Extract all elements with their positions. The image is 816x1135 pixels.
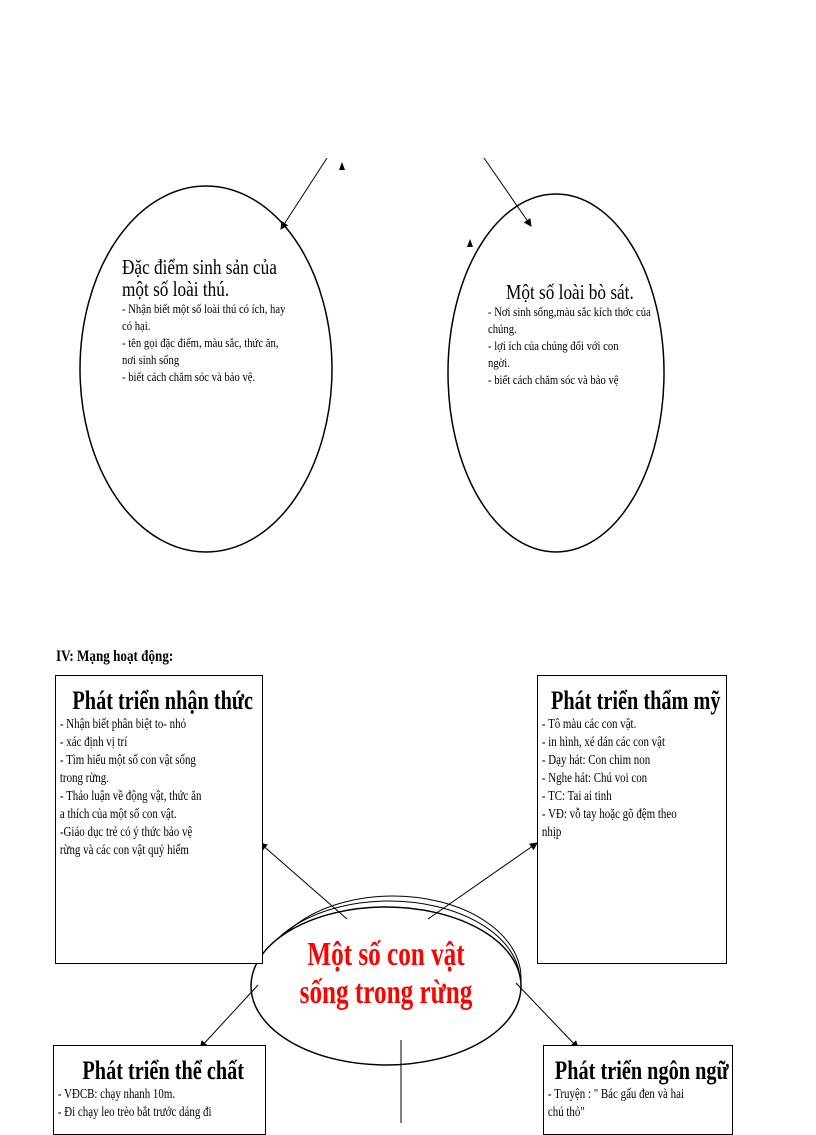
arrow-to-left-circle [281, 158, 327, 229]
box-physical-line: - VĐCB: chạy nhanh 10m. [57, 1087, 176, 1102]
box-aesthetic-line: - Nghe hát: Chú voi con [541, 771, 648, 786]
center-title-line1: Một số con vật [307, 936, 465, 973]
small-triangle-top [339, 162, 345, 170]
box-aesthetic-line: nhịp [541, 825, 562, 840]
circle-right-line: - Nơi sinh sống,màu sắc kích thớc của chúng. [488, 304, 651, 336]
arrow-to-right-circle [484, 158, 531, 226]
box-language [543, 1045, 733, 1135]
box-cognitive-line: -Giáo dục trẻ có ý thức bảo vệ [59, 825, 193, 840]
circle-left-line: - biết cách chăm sóc và bảo vệ. [122, 369, 256, 384]
arrow-to-aesthetic [428, 843, 537, 919]
section-label: IV: Mạng hoạt động: [56, 648, 174, 665]
box-language-line: - Truyện : " Bác gấu đen và hai [547, 1087, 684, 1102]
box-language-title: Phát triển ngôn ngữ [554, 1056, 729, 1085]
circle-right-content [488, 281, 652, 388]
small-triangle-right [467, 239, 473, 247]
center-title-line2: sống trong rừng [299, 974, 473, 1011]
box-cognitive-line: - Nhận biết phân biệt to- nhỏ [59, 717, 187, 732]
circle-right-title: Một số loài bò sát. [506, 280, 634, 304]
box-cognitive-line: - xác định vị trí [59, 735, 128, 750]
circle-left-content [122, 256, 286, 385]
box-aesthetic [537, 675, 727, 964]
box-cognitive-line: - Thảo luận về động vật, thức ăn [59, 789, 202, 804]
box-cognitive [55, 675, 263, 964]
circle-right-line: - biết cách chăm sóc và bảo vệ [488, 372, 619, 387]
box-physical [53, 1045, 266, 1135]
circle-right-line: - lợi ích của chúng đối với con ngời. [488, 338, 619, 370]
center-title [282, 936, 489, 1012]
box-aesthetic-line: - in hình, xé dán các con vật [541, 735, 666, 750]
box-cognitive-line: rừng và các con vật quý hiếm [59, 843, 189, 858]
box-language-line: chú thỏ" [547, 1105, 585, 1120]
box-cognitive-line: a thích của một số con vật. [59, 807, 177, 822]
box-physical-title: Phát triển thể chất [82, 1056, 245, 1085]
box-aesthetic-line: - Dạy hát: Con chim non [541, 753, 651, 768]
box-aesthetic-line: - Tô màu các con vật. [541, 717, 637, 732]
box-cognitive-line: - Tìm hiểu một số con vật sống [59, 753, 196, 768]
box-cognitive-line: trong rừng. [59, 771, 109, 786]
arrow-to-language [516, 983, 578, 1048]
arrow-to-cognitive [260, 843, 347, 919]
box-physical-line: - Đi chạy leo trèo bắt trước dáng đi [57, 1105, 212, 1120]
circle-left-line: - tên gọi đặc điểm, màu sắc, thức ăn, nơi sinh sống [122, 335, 279, 367]
box-aesthetic-line: - VĐ: vỗ tay hoặc gõ đệm theo [541, 807, 677, 822]
circle-left-title: Đặc điểm sinh sản của một số loài thú. [122, 255, 277, 301]
box-aesthetic-title: Phát triển thẩm mỹ [550, 686, 721, 715]
box-aesthetic-line: - TC: Tai ai tinh [541, 789, 612, 804]
circle-left-line: - Nhận biết một số loài thú có ích, hay có hại. [122, 301, 286, 333]
arrow-to-physical [200, 985, 258, 1048]
box-cognitive-title: Phát triển nhận thức [72, 686, 254, 715]
